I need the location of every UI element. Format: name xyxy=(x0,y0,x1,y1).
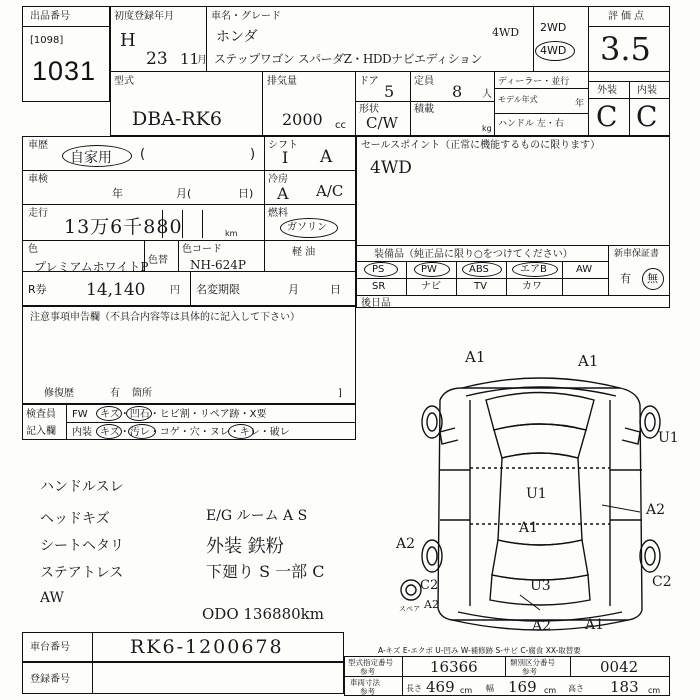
comment-right-3: 下廻り S 一部 C xyxy=(206,562,325,581)
handle-label: ハンドル 左・右 xyxy=(498,119,564,129)
model-year-unit: 年 xyxy=(575,99,585,109)
eq-abs: ABS xyxy=(469,264,489,275)
dims-height: 183 xyxy=(610,678,639,696)
mark-roof: U1 xyxy=(526,486,547,502)
spec-label1b: 参考 xyxy=(360,667,375,676)
color-code: NH-624P xyxy=(190,258,246,272)
fuel-light-oil: 軽 油 xyxy=(292,247,316,258)
fuel-gasoline: ガソリン xyxy=(287,222,327,233)
sales-label: セールスポイント（正常に機能するものに限ります） xyxy=(361,140,601,151)
eq-pw: PW xyxy=(421,264,437,275)
lot-code: [1098] xyxy=(30,35,64,46)
lot-number: 1031 xyxy=(32,56,97,86)
shape-value: C/W xyxy=(366,114,398,132)
shift-value: I xyxy=(282,148,289,167)
eq-navi: ナビ xyxy=(421,281,441,292)
mark-fl: A1 xyxy=(465,348,486,366)
comment-left-5: AW xyxy=(40,590,64,606)
recycle-value: 14,140 xyxy=(86,280,146,300)
first-reg-unit: 月 xyxy=(197,55,207,66)
cooling-value: A xyxy=(277,184,289,203)
capacity-unit: 人 xyxy=(482,89,492,100)
maker: ホンダ xyxy=(216,29,258,45)
model-value: DBA-RK6 xyxy=(132,108,222,130)
history-paren-open: ( xyxy=(140,147,146,162)
load-label: 積載 xyxy=(414,104,434,115)
eq-aw: AW xyxy=(576,264,593,275)
first-reg-year: 23 xyxy=(146,49,168,69)
spec-label2b: 参考 xyxy=(522,667,537,676)
dims-sub: 参考 xyxy=(360,687,375,696)
capacity-value: 8 xyxy=(452,82,463,101)
dims-length-unit: cm xyxy=(460,686,473,695)
dims-height-unit: cm xyxy=(648,686,661,695)
comment-left-1: ハンドルスレ xyxy=(40,479,124,495)
repair-label: 修復歴 xyxy=(44,388,74,399)
mark-fr: A1 xyxy=(578,352,599,370)
displacement-value: 2000 xyxy=(282,110,323,129)
inspection-day: 日) xyxy=(238,187,254,200)
color-label: 色 xyxy=(28,244,38,255)
spec-label2: 類別区分番号 xyxy=(510,658,555,667)
lot-label: 出品番号 xyxy=(30,11,70,22)
dims-label: 車両寸法 xyxy=(350,678,380,687)
registration-label: 登録番号 xyxy=(30,674,70,685)
fw-items: キズ・凹石・ヒビ割・リペア跡・X要 xyxy=(100,409,267,420)
color-value: プレミアムホワイトP xyxy=(34,260,149,274)
mark-lr: C2 xyxy=(420,578,439,593)
dims-length-label: 長さ xyxy=(406,684,422,693)
inspection-month: 月( xyxy=(176,187,192,200)
spec-label1: 型式指定番号 xyxy=(348,658,393,667)
dims-length: 469 xyxy=(426,678,455,696)
comment-right-2: 外装 鉄粉 xyxy=(206,536,284,557)
period-label: 名変期限 xyxy=(196,283,240,296)
dims-width-unit: cm xyxy=(544,686,557,695)
eq-airbag: エアB xyxy=(520,264,547,275)
chassis-label: 車台番号 xyxy=(30,642,70,653)
dims-width-label: 幅 xyxy=(486,684,494,693)
rating-ext: C xyxy=(596,100,618,133)
registration-box xyxy=(22,662,344,694)
name-drive: 4WD xyxy=(492,26,520,39)
rating-ext-label: 外装 xyxy=(597,85,617,96)
dims-width: 169 xyxy=(508,678,537,696)
name-label: 車名・グレード xyxy=(211,11,281,22)
first-reg-month: 11 xyxy=(180,50,200,68)
displacement-unit: cc xyxy=(335,120,346,131)
period-month: 月 xyxy=(288,283,299,296)
mark-rear-left: A2 xyxy=(532,618,552,634)
comment-left-3: シートヘタリ xyxy=(40,538,124,554)
drive-2wd: 2WD xyxy=(540,21,567,34)
first-reg-label: 初度登録年月 xyxy=(114,11,174,22)
displacement-label: 排気量 xyxy=(267,76,297,87)
warranty-label: 新車保証書 xyxy=(614,249,660,259)
inspection-label: 車検 xyxy=(28,174,48,185)
first-reg-era: H xyxy=(120,30,136,51)
comment-right-4: ODO 136880km xyxy=(202,605,324,623)
legend: A-キズ E-エクボ U-凹み W-補修跡 S-サビ C-腐食 XX-取替要 xyxy=(378,646,581,655)
mark-rear-door: U3 xyxy=(530,578,551,594)
mileage-value: 13万6千880 xyxy=(64,216,183,238)
rating-int: C xyxy=(636,100,658,133)
spare-label: スペア xyxy=(399,605,420,613)
comment-left-2: ヘッドキズ xyxy=(40,511,110,527)
recycle-unit: 円 xyxy=(170,285,180,296)
color-code-label: 色コード xyxy=(182,244,222,255)
mileage-unit: km xyxy=(225,229,238,238)
shape-label: 形状 xyxy=(359,104,379,115)
load-unit: kg xyxy=(482,124,492,133)
inspector-label2: 記入欄 xyxy=(26,426,56,437)
doors-label: ドア xyxy=(359,76,379,87)
eq-sr: SR xyxy=(372,281,386,292)
spec-value1: 16366 xyxy=(430,658,478,676)
period-day: 日 xyxy=(330,283,341,296)
warranty-yes: 有 xyxy=(620,272,631,285)
eq-leather: カワ xyxy=(522,281,542,292)
mark-center: A1 xyxy=(519,520,539,536)
history-value: 自家用 xyxy=(70,150,112,166)
recycle-label: R券 xyxy=(28,283,47,296)
drive-4wd: 4WD xyxy=(540,44,567,57)
cooling-ac: A/C xyxy=(316,182,344,200)
equipment-label: 装備品（純正品に限り○をつけてください） xyxy=(374,249,573,260)
capacity-label: 定員 xyxy=(414,76,434,87)
color-change-label: 色替 xyxy=(148,255,168,266)
history-paren-close: ) xyxy=(250,147,256,162)
backseat-label: 後日品 xyxy=(361,298,391,309)
comment-left-4: ステアトレス xyxy=(40,565,124,581)
chassis-value: RK6-1200678 xyxy=(130,636,284,658)
mileage-label: 走行 xyxy=(28,208,48,219)
repair-value: 有 xyxy=(110,388,120,399)
repair-bracket: ] xyxy=(338,388,342,399)
int-label: 内装 xyxy=(72,427,92,438)
int-items: キズ・汚レ・コゲ・穴・ヌレ・キレ・破レ xyxy=(100,427,290,438)
rating-label: 評価点 xyxy=(608,11,647,22)
dealer-label: ディーラー・並行 xyxy=(498,77,570,87)
doors-value: 5 xyxy=(384,82,395,101)
mark-rear-right: A1 xyxy=(585,617,605,633)
comment-right-1: E/G ルーム A S xyxy=(206,508,308,524)
mark-spare: A2 xyxy=(424,598,439,611)
rating-int-label: 内装 xyxy=(637,85,657,96)
shift-label: シフト xyxy=(268,140,298,151)
eq-tv: TV xyxy=(474,281,487,292)
rating-score: 3.5 xyxy=(600,30,651,68)
mark-rf: U1 xyxy=(658,430,679,446)
inspection-year: 年 xyxy=(112,187,123,200)
cooling-label: 冷房 xyxy=(268,174,288,185)
shift-type: A xyxy=(320,147,333,167)
notes-label: 注意事項申告欄（不具合内容等は具体的に記入して下さい） xyxy=(30,312,300,323)
model-label: 型式 xyxy=(114,76,134,87)
history-label: 車歴 xyxy=(28,140,48,151)
model-year-label: モデル年式 xyxy=(498,95,538,104)
dims-height-label: 高さ xyxy=(568,684,584,693)
mark-rr: C2 xyxy=(652,574,672,590)
mark-rs: A2 xyxy=(646,502,666,518)
fw-label: FW xyxy=(72,409,88,420)
grade: ステップワゴン スパーダZ・HDDナビエディション xyxy=(214,52,482,66)
repair-place: 箇所 xyxy=(132,388,152,399)
sales-value: 4WD xyxy=(370,158,412,178)
fuel-label: 燃料 xyxy=(268,208,288,219)
eq-ps: PS xyxy=(372,264,385,275)
inspector-label1: 検査員 xyxy=(26,409,56,420)
mark-ls: A2 xyxy=(396,536,416,552)
spec-value2: 0042 xyxy=(600,658,639,676)
warranty-no: 無 xyxy=(647,272,658,285)
